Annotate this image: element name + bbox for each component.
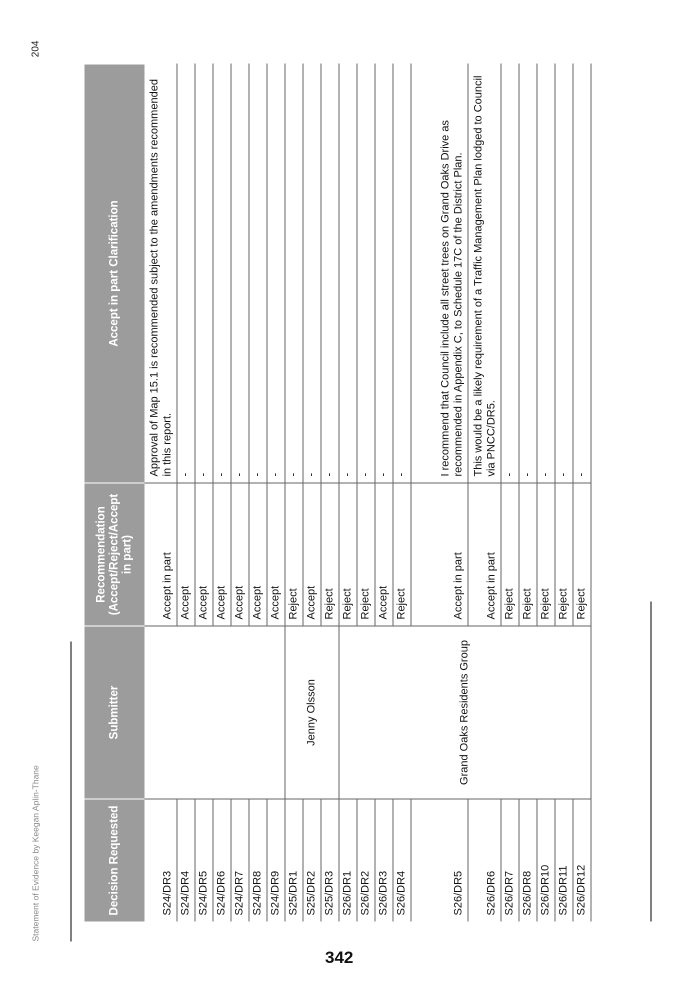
decision-cell: S26/DR11 xyxy=(555,799,573,922)
clarification-cell: - xyxy=(303,64,321,483)
recommendation-cell: Accept xyxy=(375,483,393,626)
decision-cell: S24/DR5 xyxy=(195,799,213,922)
bundle-page-number: 342 xyxy=(325,948,354,967)
col-header-submitter: Submitter xyxy=(84,626,144,799)
footer-rule xyxy=(650,601,651,921)
recommendation-cell: Reject xyxy=(357,483,375,626)
clarification-cell: - xyxy=(573,64,591,483)
decision-cell: S25/DR2 xyxy=(303,799,321,922)
recommendation-cell: Reject xyxy=(537,483,555,626)
recommendation-cell: Reject xyxy=(519,483,537,626)
table-row xyxy=(144,64,177,922)
clarification-cell: - xyxy=(537,64,555,483)
recommendation-cell: Reject xyxy=(555,483,573,626)
decision-cell: S24/DR8 xyxy=(249,799,267,922)
clarification-cell: Approval of Map 15.1 is recommended subject to the amendments recommended in this report. xyxy=(144,64,177,483)
recommendation-cell: Accept xyxy=(177,483,195,626)
decision-cell: S26/DR12 xyxy=(573,799,591,922)
recommendation-cell: Accept in part xyxy=(411,483,468,626)
page-number: 204 xyxy=(30,40,41,57)
clarification-cell: - xyxy=(519,64,537,483)
clarification-cell: - xyxy=(339,64,357,483)
recommendation-cell: Accept xyxy=(267,483,285,626)
decision-cell: S26/DR2 xyxy=(357,799,375,922)
clarification-cell: I recommend that Council include all street trees on Grand Oaks Drive as recommended in Appendix C, to Schedule 17C of the District Plan. xyxy=(411,64,468,483)
table-header-row xyxy=(84,64,144,922)
decision-cell: S24/DR6 xyxy=(213,799,231,922)
clarification-cell: - xyxy=(267,64,285,483)
header-rule xyxy=(70,641,71,941)
document-title: Statement of Evidence by Keegan Aplin-Thane xyxy=(30,764,40,941)
recommendation-cell: Reject xyxy=(501,483,519,626)
decision-cell: S26/DR10 xyxy=(537,799,555,922)
clarification-cell: - xyxy=(501,64,519,483)
recommendation-cell: Reject xyxy=(393,483,411,626)
recommendation-cell: Accept in part xyxy=(144,483,177,626)
clarification-cell: - xyxy=(177,64,195,483)
recommendation-cell: Accept xyxy=(303,483,321,626)
decision-cell: S24/DR3 xyxy=(144,799,177,922)
clarification-cell: This would be a likely requirement of a Traffic Management Plan lodged to Council via PNCC/DR5. xyxy=(468,64,501,483)
decision-cell: S26/DR1 xyxy=(339,799,357,922)
clarification-cell: - xyxy=(285,64,303,483)
clarification-cell: - xyxy=(555,64,573,483)
clarification-cell: - xyxy=(393,64,411,483)
decisions-table xyxy=(84,63,591,921)
clarification-cell: - xyxy=(375,64,393,483)
col-header-recommendation: Recommendation (Accept/Reject/Accept in part) xyxy=(84,483,144,626)
recommendation-cell: Accept in part xyxy=(468,483,501,626)
recommendation-cell: Reject xyxy=(321,483,339,626)
decision-cell: S24/DR4 xyxy=(177,799,195,922)
recommendation-cell: Reject xyxy=(573,483,591,626)
decision-cell: S26/DR6 xyxy=(468,799,501,922)
submitter-cell: Grand Oaks Residents Group xyxy=(339,626,591,799)
recommendation-cell: Reject xyxy=(285,483,303,626)
decision-cell: S24/DR7 xyxy=(231,799,249,922)
clarification-cell: - xyxy=(321,64,339,483)
decision-cell: S24/DR9 xyxy=(267,799,285,922)
recommendation-cell: Accept xyxy=(249,483,267,626)
decision-cell: S26/DR4 xyxy=(393,799,411,922)
submitter-cell xyxy=(144,626,285,799)
decision-cell: S26/DR3 xyxy=(375,799,393,922)
decision-cell: S25/DR3 xyxy=(321,799,339,922)
clarification-cell: - xyxy=(357,64,375,483)
decision-cell: S26/DR8 xyxy=(519,799,537,922)
col-header-decision: Decision Requested xyxy=(84,799,144,922)
clarification-cell: - xyxy=(249,64,267,483)
recommendation-cell: Accept xyxy=(195,483,213,626)
table-row xyxy=(285,64,303,922)
clarification-cell: - xyxy=(195,64,213,483)
recommendation-cell: Accept xyxy=(213,483,231,626)
col-header-clarification: Accept in part Clarification xyxy=(84,64,144,483)
decision-cell: S26/DR5 xyxy=(411,799,468,922)
recommendation-cell: Accept xyxy=(231,483,249,626)
decision-cell: S26/DR7 xyxy=(501,799,519,922)
table-row xyxy=(339,64,357,922)
submitter-cell: Jenny Olsson xyxy=(285,626,339,799)
clarification-cell: - xyxy=(213,64,231,483)
clarification-cell: - xyxy=(231,64,249,483)
decision-cell: S25/DR1 xyxy=(285,799,303,922)
recommendation-cell: Reject xyxy=(339,483,357,626)
